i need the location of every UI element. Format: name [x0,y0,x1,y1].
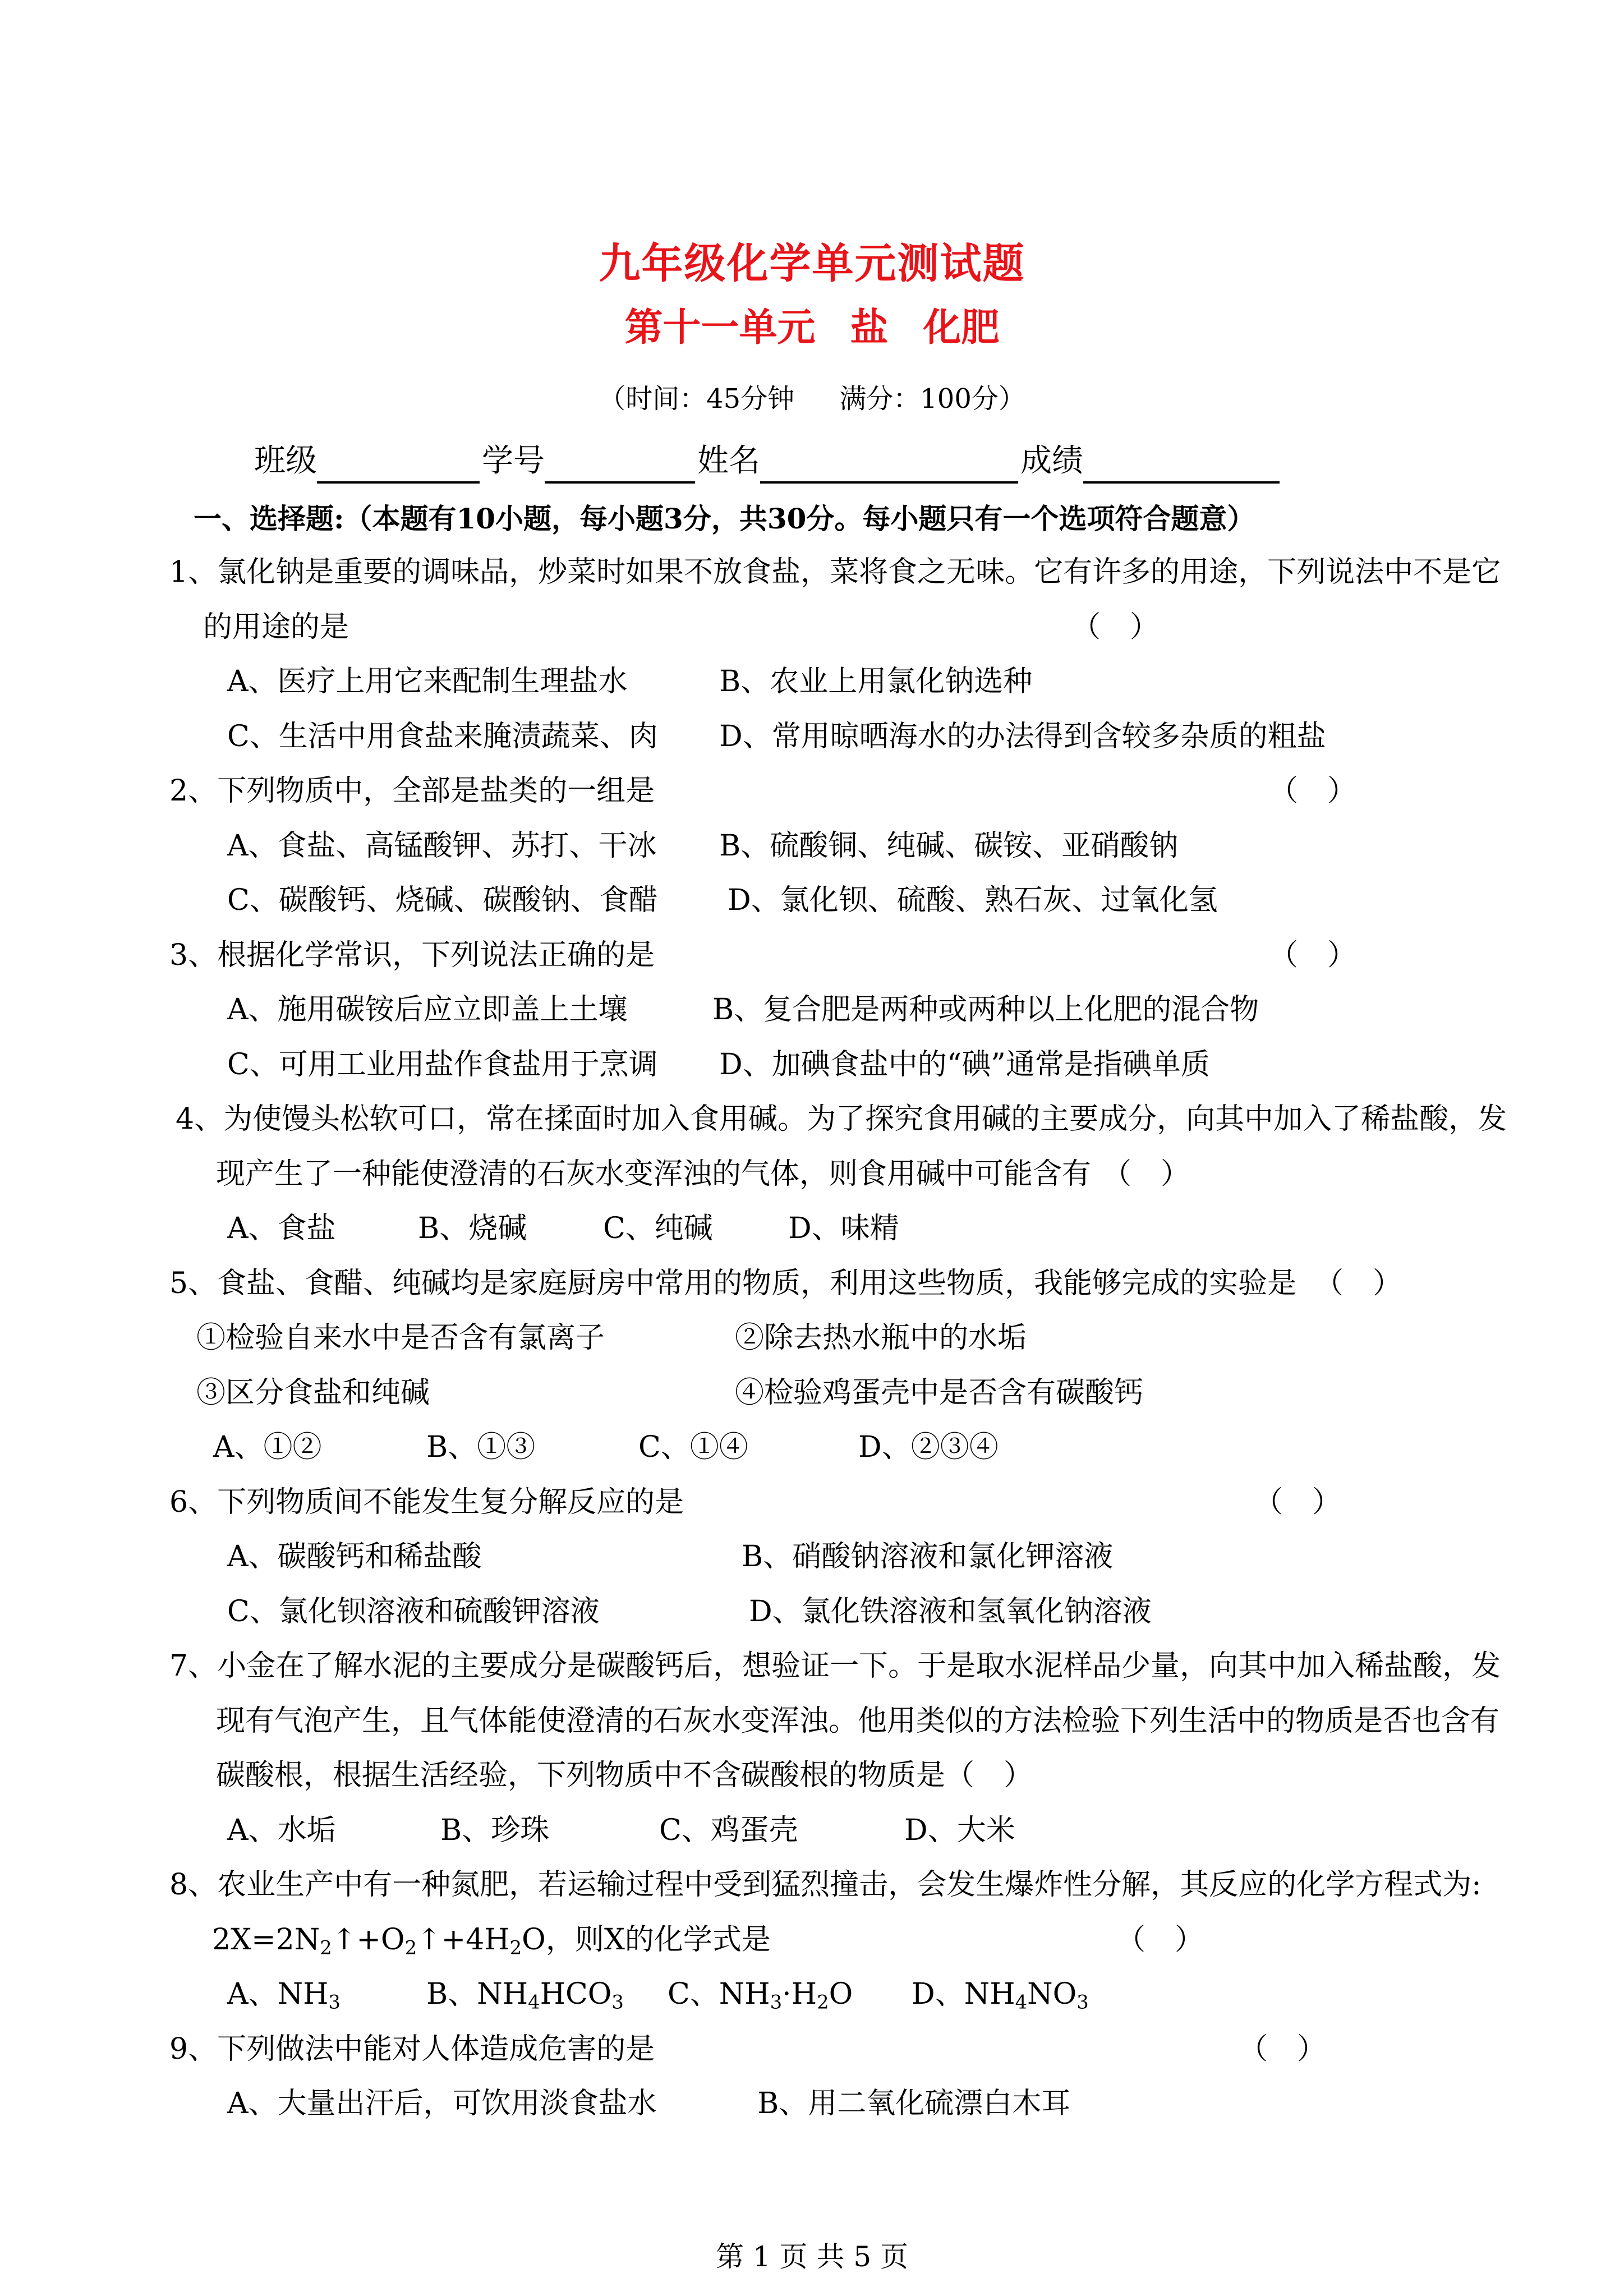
score-label: 成绩 [1020,443,1083,479]
q8-equation: $2X=2N_2↑+O_2↑+4H_2O$ [212,1923,546,1959]
q4-option-a: A、食盐 [227,1212,336,1245]
q8-equation-line [212,1920,771,1967]
q2-option-a: A、食盐、高锰酸钾、苏打、干冰 [227,829,657,863]
q5-option-d: D、②③④ [858,1430,999,1464]
q6-answer-paren: （ ） [1254,1485,1342,1519]
q6-stem: 6、下列物质间不能发生复分解反应的是 [169,1485,684,1519]
q2-stem: 2、下列物质中，全部是盐类的一组是 [169,774,655,808]
q4-stem-line2: 现产生了一种能使澄清的石灰水变浑浊的气体，则食用碱中可能含有 [216,1157,1092,1191]
q8-option-b: B、$NH_4HCO_3$ [426,1977,624,2013]
unit-topic-salt: 盐 [850,305,889,350]
q7-option-a: A、水垢 [227,1814,336,1847]
class-blank [317,447,480,484]
q7-option-b: B、珍珠 [440,1814,550,1847]
q8-option-b-label: B、 [426,1977,477,2011]
q7-answer-paren: （ ） [945,1759,1033,1792]
q2-option-b: B、硫酸铜、纯碱、碳铵、亚硝酸钠 [719,829,1179,863]
q5-answer-paren: （ ） [1314,1267,1402,1300]
q4-option-d: D、味精 [788,1212,899,1245]
q1-option-b: B、农业上用氯化钠选种 [719,665,1033,698]
q5-item-3: ③区分食盐和纯碱 [196,1376,430,1410]
section-heading: 一、选择题:（本题有10小题，每小题3分，共30分。每小题只有一个选项符合题意） [194,502,1255,535]
q5-item-2: ②除去热水瓶中的水垢 [735,1321,1027,1355]
unit-topic-fertilizer: 化肥 [923,305,1000,350]
q4-stem-line1: 4、为使馒头松软可口，常在揉面时加入食用碱。为了探究食用碱的主要成分，向其中加入了稀盐酸，发 [176,1102,1507,1136]
q1-option-c: C、生活中用食盐来腌渍蔬菜、肉 [227,720,658,753]
student-info-row [254,439,1282,484]
q8-option-d: D、$NH_4NO_3$ [912,1977,1089,2013]
q7-stem-line1: 7、小金在了解水泥的主要成分是碳酸钙后，想验证一下。于是取水泥样品少量，向其中加入稀盐酸，发 [169,1649,1501,1683]
q3-option-c: C、可用工业用盐作食盐用于烹调 [227,1048,658,1082]
q1-stem-line2: 的用途的是 [203,610,349,644]
q5-item-4: ④检验鸡蛋壳中是否含有碳酸钙 [735,1376,1144,1410]
q7-stem-line3-text: 碳酸根，根据生活经验，下列物质中不含碳酸根的物质是 [216,1759,946,1792]
q8-option-a: A、$NH_3$ [227,1977,341,2013]
q1-stem-line1: 1、氯化钠是重要的调味品，炒菜时如果不放食盐，菜将食之无味。它有许多的用途，下列说法中不是它 [169,555,1501,589]
unit-title [0,301,1624,355]
q4-answer-paren: （ ） [1102,1157,1190,1191]
q1-answer-paren: （ ） [1071,610,1160,644]
number-label: 学号 [482,443,545,479]
q2-option-d: D、氯化钡、硫酸、熟石灰、过氧化氢 [728,884,1218,917]
q4-option-b: B、烧碱 [418,1212,527,1245]
q9-option-a: A、大量出汗后，可饮用淡食盐水 [227,2087,657,2120]
class-label: 班级 [254,443,317,479]
exam-time-info [0,379,1624,418]
q6-option-d: D、氯化铁溶液和氢氧化钠溶液 [749,1595,1152,1628]
q5-item-1: ①检验自来水中是否含有氯离子 [196,1321,605,1355]
q5-stem: 5、食盐、食醋、纯碱均是家庭厨房中常用的物质，利用这些物质，我能够完成的实验是 [169,1267,1297,1300]
q6-option-a: A、碳酸钙和稀盐酸 [227,1540,482,1573]
q2-option-c: C、碳酸钙、烧碱、碳酸钠、食醋 [227,884,658,917]
exam-duration: （时间：45分钟 [599,383,795,415]
q3-answer-paren: （ ） [1269,938,1357,972]
q9-stem: 9、下列做法中能对人体造成危害的是 [169,2032,655,2066]
q3-option-a: A、施用碳铵后应立即盖上土壤 [227,993,628,1027]
q8-option-c: C、$NH_3\cdot H_2O$ [668,1977,853,2013]
q7-stem-line2: 现有气泡产生，且气体能使澄清的石灰水变浑浊。他用类似的方法检验下列生活中的物质是否也含有 [216,1704,1500,1738]
q9-answer-paren: （ ） [1239,2032,1327,2066]
name-label: 姓名 [697,443,760,479]
score-blank [1083,447,1280,484]
q7-option-c: C、鸡蛋壳 [659,1814,798,1847]
q8-option-a-label: A、 [227,1977,278,2011]
q1-option-a: A、医疗上用它来配制生理盐水 [227,665,628,698]
q8-answer-paren: （ ） [1116,1923,1204,1957]
exam-title: 九年级化学单元测试题 [599,240,1025,288]
q6-option-b: B、硝酸钠溶液和氯化钾溶液 [742,1540,1114,1573]
q9-option-b: B、用二氧化硫漂白木耳 [757,2087,1071,2120]
q1-option-d: D、常用晾晒海水的办法得到含较多杂质的粗盐 [719,720,1326,753]
q8-stem-line1: 8、农业生产中有一种氮肥，若运输过程中受到猛烈撞击，会发生爆炸性分解，其反应的化学方程式为: [169,1868,1482,1902]
q7-option-d: D、大米 [904,1814,1015,1847]
unit-number: 第十一单元 [624,305,816,350]
q3-stem: 3、根据化学常识，下列说法正确的是 [169,938,655,972]
q8-stem-tail: ，则X的化学式是 [545,1923,771,1957]
page-footer: 第 1 页 共 5 页 [715,2240,909,2273]
q3-option-d: D、加碘食盐中的“碘”通常是指碘单质 [719,1048,1210,1082]
q3-option-b: B、复合肥是两种或两种以上化肥的混合物 [712,993,1259,1027]
name-blank [760,447,1018,484]
q8-option-d-label: D、 [912,1977,964,2011]
q2-answer-paren: （ ） [1269,774,1357,808]
q8-option-c-label: C、 [668,1977,719,2011]
number-blank [545,447,695,484]
q7-stem-line3 [216,1756,1033,1795]
exam-full-marks: 满分：100分） [839,383,1025,415]
q5-option-b: B、①③ [426,1430,536,1464]
q5-option-a: A、①② [213,1430,322,1464]
q5-option-c: C、①④ [638,1430,748,1464]
q6-option-c: C、氯化钡溶液和硫酸钾溶液 [227,1595,600,1628]
q4-option-c: C、纯碱 [603,1212,713,1245]
